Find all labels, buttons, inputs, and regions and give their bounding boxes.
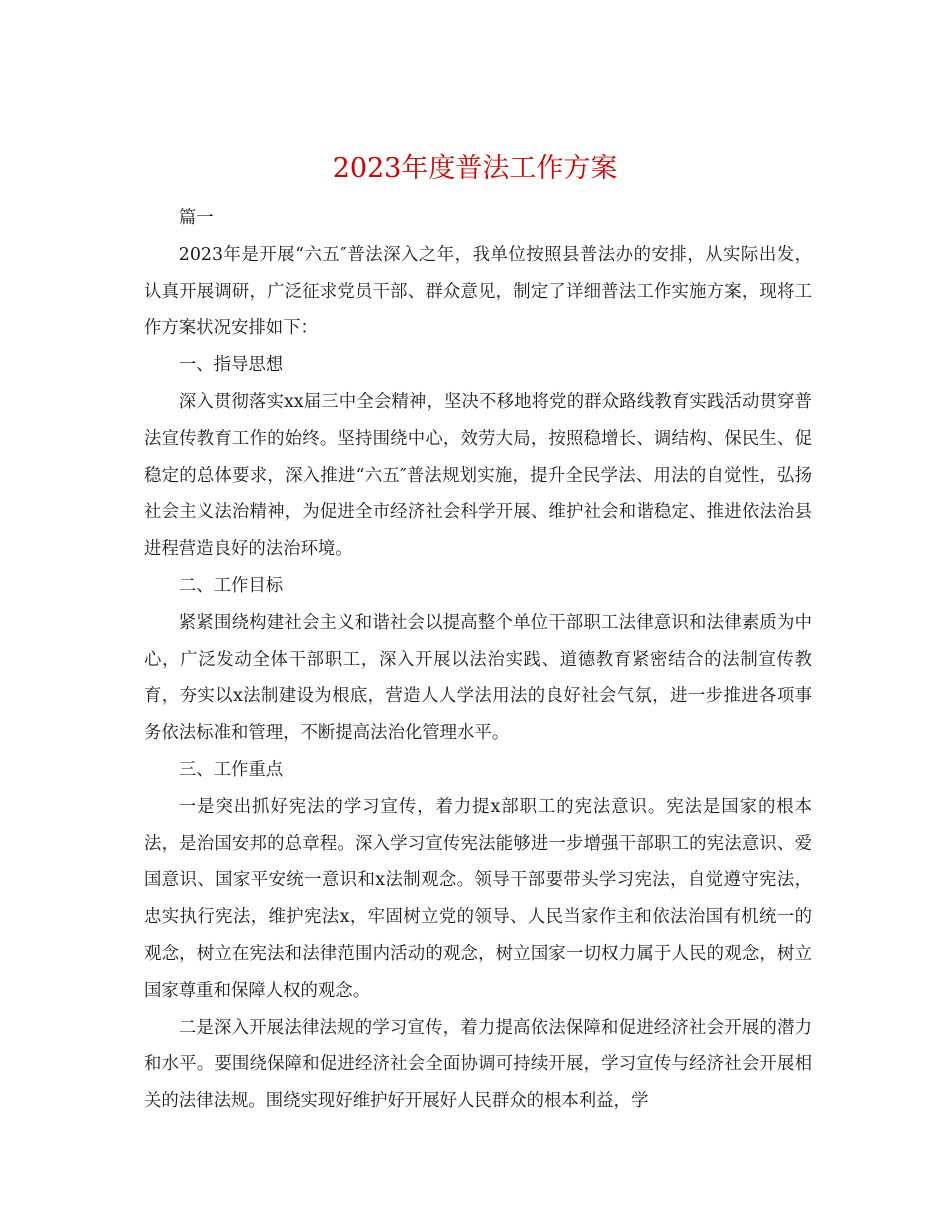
section-heading: 一、指导思想 (178, 355, 284, 376)
body-paragraph: 二是深入开展法律法规的学习宣传，着力提高依法保障和促进经济社会开展的潜力和水平。要围绕保障和促进经济社会全面协调可持续开展，学习宣传与经济社会开展相关的法律法规。围绕实现好维护好开展好人民群众的根本利益，学 (144, 1017, 812, 1112)
section-heading: 三、工作重点 (178, 759, 284, 780)
intro-paragraph: 2023年是开展“六五″普法深入之年，我单位按照县普法办的安排，从实际出发，认真开展调研，广泛征求党员干部、群众意见，制定了详细普法工作实施方案，现将工作方案状况安排如下： (144, 244, 812, 339)
section-label: 篇一 (178, 208, 214, 228)
document-body (144, 200, 812, 1120)
document-title: 2023年度普法工作方案 (332, 153, 618, 185)
body-paragraph: 紧紧围绕构建社会主义和谐社会以提高整个单位干部职工法律意识和法律素质为中心，广泛发动全体干部职工，深入开展以法治实践、道德教育紧密结合的法制宣传教育，夯实以x法制建设为根底，营造人人学法用法的良好社会气氛，进一步推进各项事务依法标准和管理，不断提高法治化管理水平。 (144, 612, 812, 744)
body-paragraph: 深入贯彻落实xx届三中全会精神，坚决不移地将党的群众路线教育实践活动贯穿普法宣传教育工作的始终。坚持围绕中心，效劳大局，按照稳增长、调结构、保民生、促稳定的总体要求，深入推进“六五″普法规划实施，提升全民学法、用法的自觉性，弘扬社会主义法治精神，为促进全市经济社会科学开展、维护社会和谐稳定、推进依法治县进程营造良好的法治环境。 (144, 391, 812, 560)
section-heading: 二、工作目标 (178, 575, 284, 596)
body-paragraph: 一是突出抓好宪法的学习宣传，着力提x部职工的宪法意识。宪法是国家的根本法，是治国安邦的总章程。深入学习宣传宪法能够进一步增强干部职工的宪法意识、爱国意识、国家平安统一意识和x法制观念。领导干部要带头学习宪法，自觉遵守宪法，忠实执行宪法，维护宪法x，牢固树立党的领导、人民当家作主和依法治国有机统一的观念，树立在宪法和法律范围内活动的观念，树立国家一切权力属于人民的观念，树立国家尊重和保障人权的观念。 (144, 796, 812, 1001)
